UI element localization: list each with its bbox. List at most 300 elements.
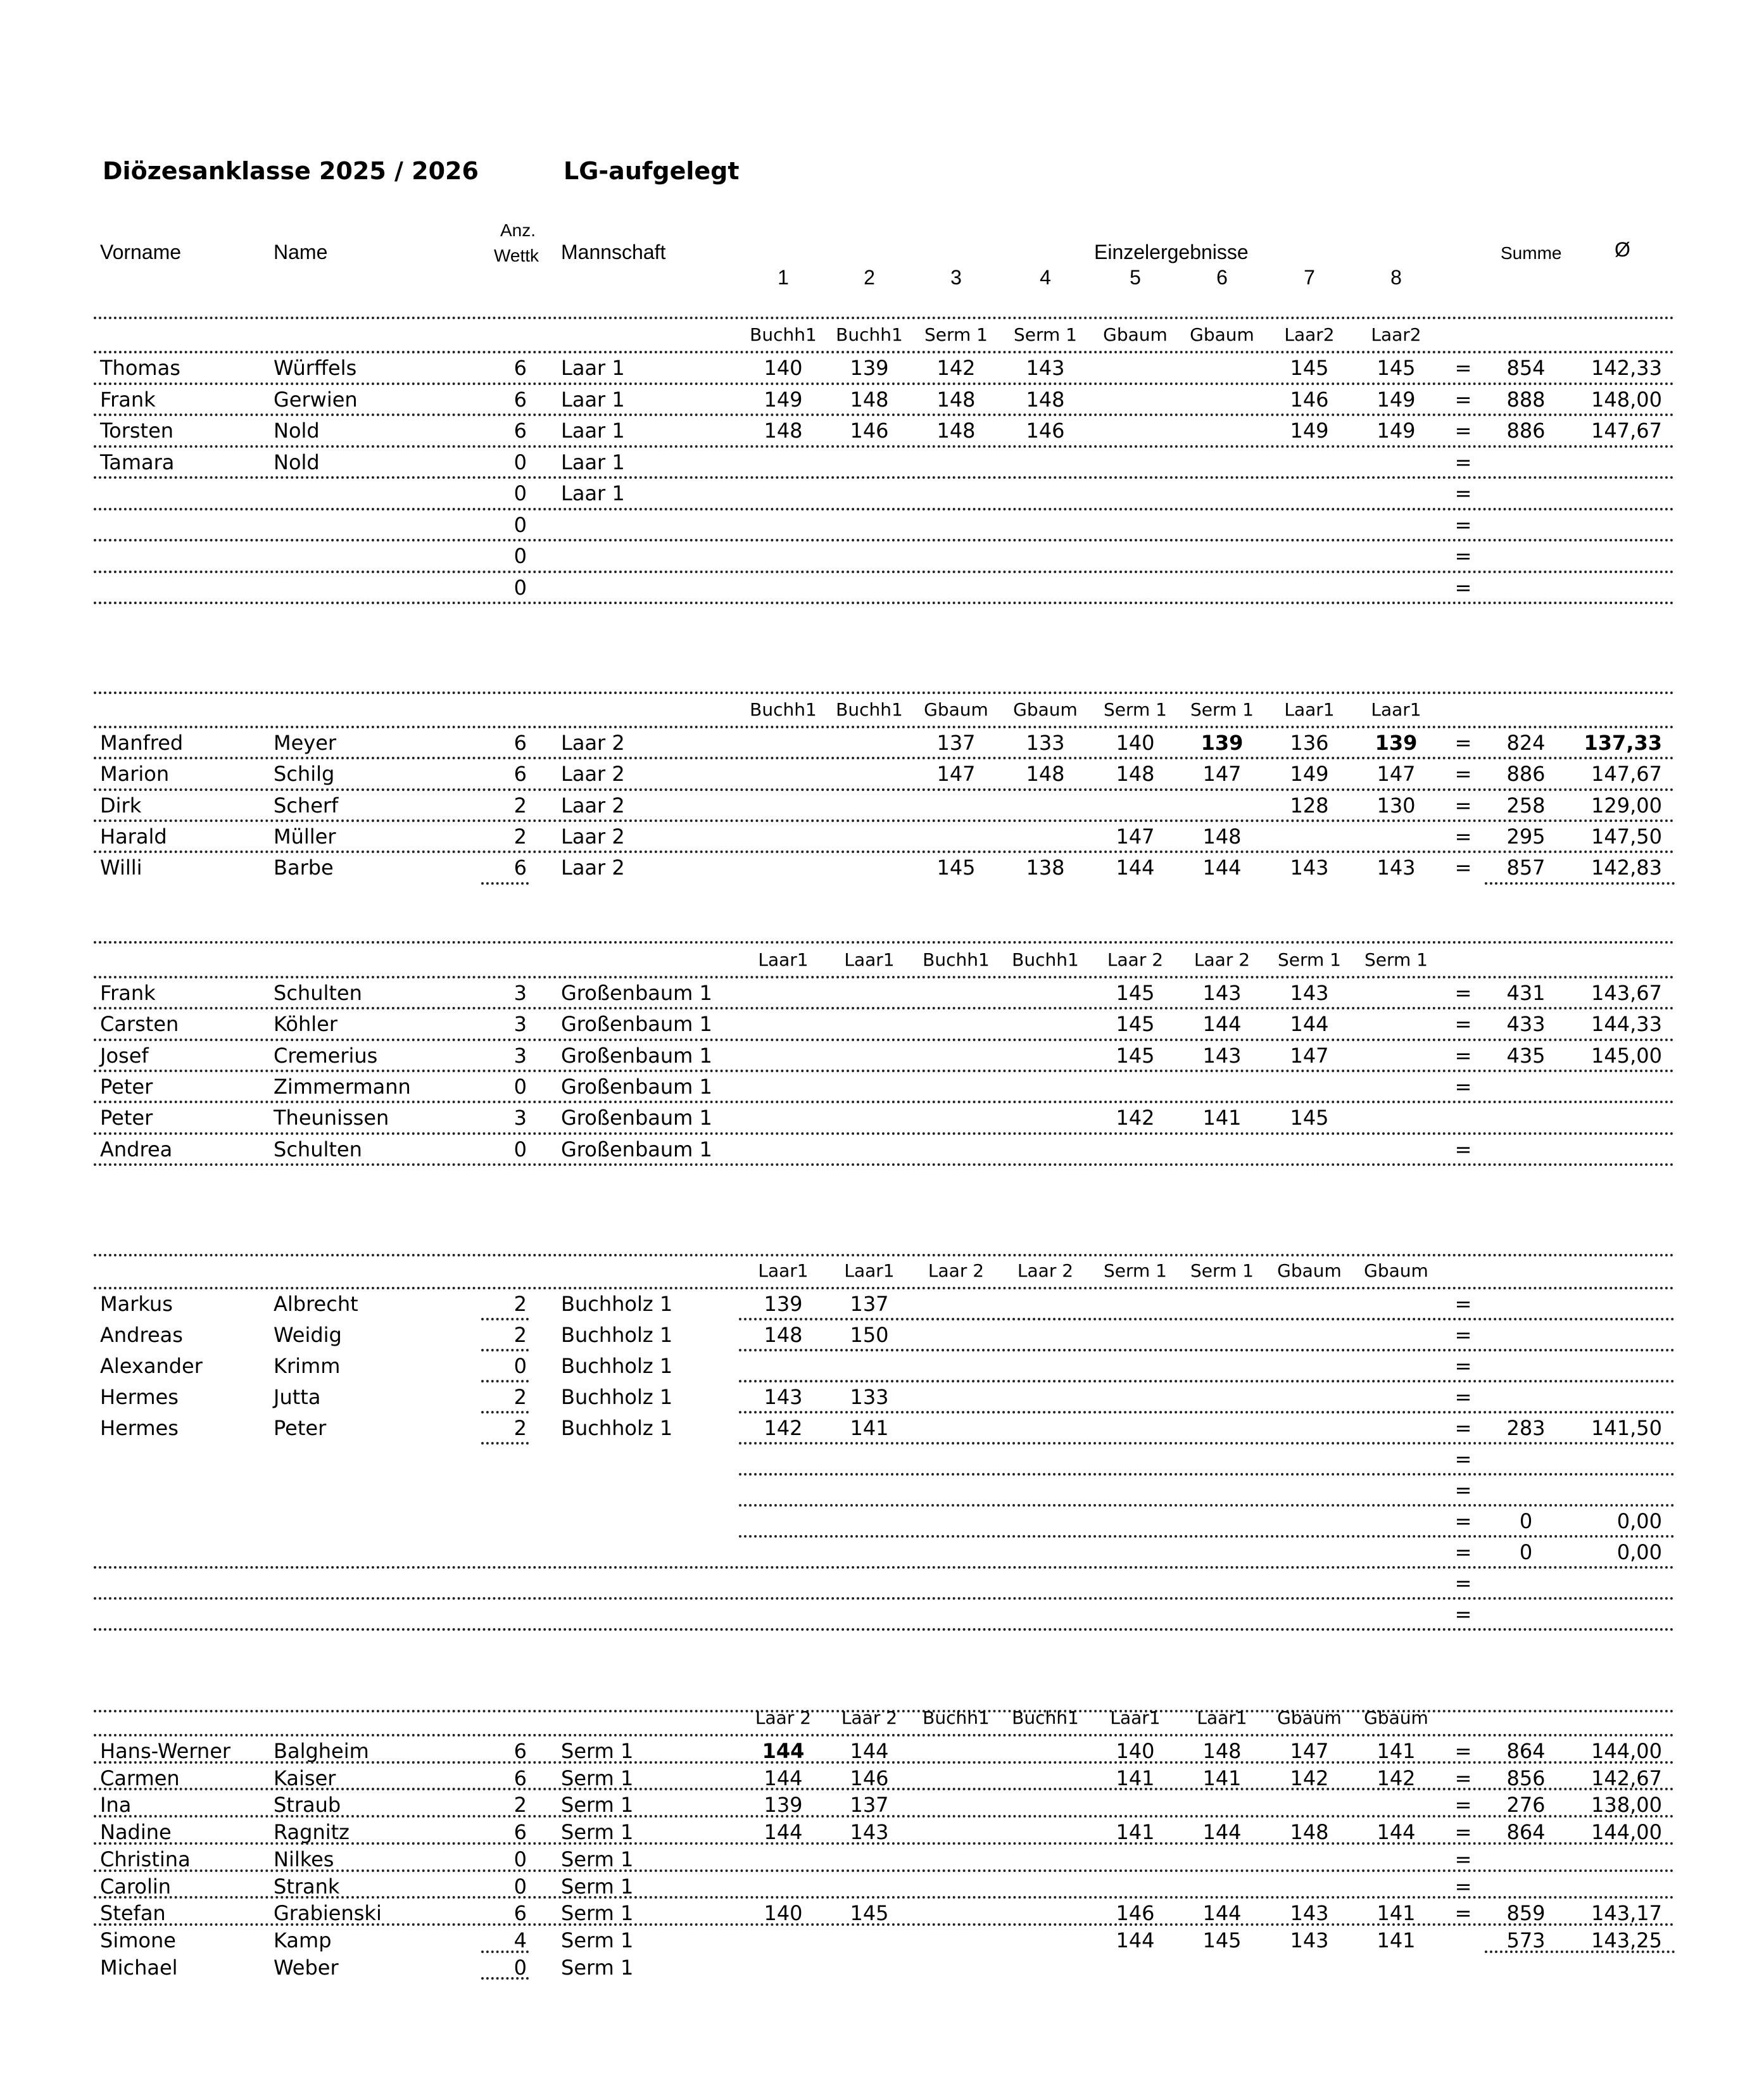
venue-label: Laar2 <box>1371 324 1421 345</box>
average-cell: 143,67 <box>1591 981 1662 1005</box>
venue-label: Laar1 <box>1284 699 1335 720</box>
equals-sign: = <box>1454 1874 1472 1899</box>
equals-sign: = <box>1454 1571 1472 1595</box>
score-cell-3: 147 <box>936 762 976 787</box>
competition-count-cell: 6 <box>513 419 527 443</box>
competition-count-cell: 0 <box>513 1137 527 1161</box>
venue-label: Laar1 <box>1371 699 1421 720</box>
sum-cell: 276 <box>1506 1793 1546 1818</box>
team-cell: Buchholz 1 <box>561 1292 673 1316</box>
first-name-cell: Nadine <box>100 1820 172 1845</box>
table-row <box>0 1953 1764 1984</box>
equals-sign: = <box>1454 762 1472 787</box>
equals-sign: = <box>1454 856 1472 880</box>
average-cell: 147,50 <box>1591 824 1662 849</box>
col-header-vorname: Vorname <box>100 241 182 263</box>
score-cell-1: 144 <box>762 1739 805 1763</box>
row-divider <box>94 1628 1675 1631</box>
last-name-cell: Kaiser <box>274 1766 336 1790</box>
average-cell: 143,25 <box>1591 1928 1662 1952</box>
score-cell-7: 136 <box>1290 731 1329 755</box>
team-cell: Laar 2 <box>561 824 625 849</box>
score-cell-5: 145 <box>1116 981 1155 1005</box>
score-cell-6: 148 <box>1202 824 1242 849</box>
table-row <box>0 1382 1764 1413</box>
team-cell: Großenbaum 1 <box>561 1074 712 1099</box>
col-header-einzelergebnisse: Einzelergebnisse <box>1094 241 1249 263</box>
equals-sign: = <box>1454 793 1472 818</box>
venue-label: Buchh1 <box>836 699 903 720</box>
table-row <box>0 541 1764 572</box>
equals-sign: = <box>1454 1602 1472 1626</box>
col-header-mannschaft: Mannschaft <box>561 241 666 263</box>
table-row <box>0 1072 1764 1103</box>
table-row <box>0 1289 1764 1320</box>
round-number-1: 1 <box>778 266 789 289</box>
first-name-cell: Alexander <box>100 1354 203 1378</box>
last-name-cell: Würffels <box>274 356 357 380</box>
equals-sign: = <box>1454 1354 1472 1378</box>
last-name-cell: Gerwien <box>274 387 358 412</box>
table-row <box>0 1103 1764 1134</box>
average-cell: 147,67 <box>1591 419 1662 443</box>
team-cell: Serm 1 <box>561 1820 634 1845</box>
team-cell: Serm 1 <box>561 1901 634 1926</box>
sum-cell: 854 <box>1506 356 1546 380</box>
venue-label: Laar 2 <box>841 1707 898 1728</box>
team-cell: Laar 1 <box>561 419 625 443</box>
equals-sign: = <box>1454 1323 1472 1347</box>
average-cell: 0,00 <box>1616 1540 1662 1564</box>
row-divider <box>481 882 529 885</box>
last-name-cell: Scherf <box>274 793 339 818</box>
score-cell-8: 149 <box>1377 387 1416 412</box>
score-cell-1: 142 <box>764 1416 803 1440</box>
equals-sign: = <box>1454 1847 1472 1871</box>
team-cell: Laar 1 <box>561 387 625 412</box>
last-name-cell: Weber <box>274 1955 339 1980</box>
table-row <box>0 1413 1764 1445</box>
venue-label: Laar 2 <box>1107 949 1164 970</box>
first-name-cell: Josef <box>100 1043 149 1068</box>
score-cell-2: 144 <box>850 1739 889 1763</box>
score-cell-7: 147 <box>1290 1739 1329 1763</box>
score-cell-8: 147 <box>1377 762 1416 787</box>
team-cell: Serm 1 <box>561 1955 634 1980</box>
sum-cell: 573 <box>1506 1928 1546 1952</box>
score-cell-1: 140 <box>764 1901 803 1926</box>
row-divider <box>481 1977 529 1980</box>
competition-count-cell: 2 <box>513 1793 527 1818</box>
score-cell-8: 142 <box>1377 1766 1416 1790</box>
round-number-4: 4 <box>1040 266 1051 289</box>
team-cell: Serm 1 <box>561 1766 634 1790</box>
average-cell: 129,00 <box>1591 793 1662 818</box>
score-cell-7: 146 <box>1290 387 1329 412</box>
equals-sign: = <box>1454 1509 1472 1533</box>
col-header-anz-line1: Anz. <box>500 220 536 240</box>
score-cell-4: 138 <box>1026 856 1065 880</box>
venue-label: Laar 2 <box>928 1260 985 1281</box>
score-cell-8: 149 <box>1377 419 1416 443</box>
score-cell-2: 137 <box>850 1292 889 1316</box>
last-name-cell: Köhler <box>274 1012 337 1037</box>
score-cell-5: 141 <box>1116 1820 1155 1845</box>
venue-label: Serm 1 <box>1190 699 1254 720</box>
last-name-cell: Theunissen <box>274 1106 389 1130</box>
score-cell-6: 141 <box>1202 1106 1242 1130</box>
venue-label: Serm 1 <box>1190 1260 1254 1281</box>
block-top-divider <box>94 317 1675 319</box>
table-row <box>0 978 1764 1009</box>
sum-cell: 433 <box>1506 1012 1546 1037</box>
first-name-cell: Hans-Werner <box>100 1739 231 1763</box>
competition-count-cell: 0 <box>513 1874 527 1899</box>
score-cell-6: 139 <box>1200 731 1244 755</box>
table-row <box>0 1009 1764 1040</box>
table-row <box>0 1320 1764 1351</box>
venue-label: Laar1 <box>1110 1707 1161 1728</box>
equals-sign: = <box>1454 1739 1472 1763</box>
first-name-cell: Manfred <box>100 731 184 755</box>
score-cell-2: 143 <box>850 1820 889 1845</box>
first-name-cell: Dirk <box>100 793 142 818</box>
equals-sign: = <box>1454 981 1472 1005</box>
score-cell-5: 146 <box>1116 1901 1155 1926</box>
score-cell-8: 130 <box>1377 793 1416 818</box>
venue-label: Laar1 <box>758 949 809 970</box>
score-cell-2: 139 <box>850 356 889 380</box>
average-cell: 145,00 <box>1591 1043 1662 1068</box>
table-row <box>0 416 1764 447</box>
round-number-7: 7 <box>1304 266 1315 289</box>
average-cell: 142,83 <box>1591 856 1662 880</box>
score-cell-5: 140 <box>1116 1739 1155 1763</box>
team-cell: Großenbaum 1 <box>561 1043 712 1068</box>
average-cell: 147,67 <box>1591 762 1662 787</box>
score-cell-7: 147 <box>1290 1043 1329 1068</box>
venue-label: Laar 2 <box>1194 949 1251 970</box>
score-cell-6: 144 <box>1202 1012 1242 1037</box>
competition-count-cell: 6 <box>513 387 527 412</box>
average-cell: 137,33 <box>1584 731 1662 755</box>
score-cell-7: 143 <box>1290 856 1329 880</box>
table-row <box>0 791 1764 822</box>
last-name-cell: Schulten <box>274 981 362 1005</box>
score-cell-5: 147 <box>1116 824 1155 849</box>
block-top-divider <box>94 692 1675 694</box>
table-row <box>0 573 1764 604</box>
last-name-cell: Kamp <box>274 1928 332 1952</box>
last-name-cell: Cremerius <box>274 1043 378 1068</box>
col-header-avg: Ø <box>1615 238 1630 261</box>
equals-sign: = <box>1454 1478 1472 1502</box>
competition-count-cell: 6 <box>513 1901 527 1926</box>
venue-label: Serm 1 <box>1103 699 1167 720</box>
first-name-cell: Frank <box>100 387 156 412</box>
first-name-cell: Stefan <box>100 1901 166 1926</box>
sum-cell: 0 <box>1519 1540 1533 1564</box>
competition-count-cell: 0 <box>513 575 527 600</box>
score-cell-6: 148 <box>1202 1739 1242 1763</box>
first-name-cell: Carsten <box>100 1012 179 1037</box>
table-row <box>0 853 1764 884</box>
score-cell-7: 143 <box>1290 1928 1329 1952</box>
team-cell: Großenbaum 1 <box>561 1012 712 1037</box>
score-cell-7: 143 <box>1290 1901 1329 1926</box>
score-cell-8: 145 <box>1377 356 1416 380</box>
last-name-cell: Peter <box>274 1416 327 1440</box>
first-name-cell: Markus <box>100 1292 173 1316</box>
score-cell-6: 144 <box>1202 1901 1242 1926</box>
table-row <box>0 1569 1764 1600</box>
competition-count-cell: 3 <box>513 981 527 1005</box>
round-number-8: 8 <box>1390 266 1402 289</box>
equals-sign: = <box>1454 824 1472 849</box>
competition-count-cell: 6 <box>513 356 527 380</box>
discipline-title: LG-aufgelegt <box>564 157 740 185</box>
first-name-cell: Thomas <box>100 356 180 380</box>
team-cell: Serm 1 <box>561 1874 634 1899</box>
competition-count-cell: 0 <box>513 481 527 505</box>
competition-count-cell: 0 <box>513 1354 527 1378</box>
equals-sign: = <box>1454 1820 1472 1845</box>
score-cell-8: 141 <box>1377 1928 1416 1952</box>
competition-count-cell: 2 <box>513 1385 527 1409</box>
venue-label: Serm 1 <box>1277 949 1341 970</box>
block-top-divider <box>94 1254 1675 1256</box>
equals-sign: = <box>1454 1447 1472 1471</box>
competition-count-cell: 0 <box>513 512 527 537</box>
sum-cell: 857 <box>1506 856 1546 880</box>
score-cell-7: 143 <box>1290 981 1329 1005</box>
equals-sign: = <box>1454 1137 1472 1161</box>
score-cell-1: 139 <box>764 1292 803 1316</box>
venue-label: Gbaum <box>1103 324 1168 345</box>
venue-label: Buchh1 <box>750 324 817 345</box>
sum-cell: 864 <box>1506 1820 1546 1845</box>
venue-label: Gbaum <box>1277 1707 1342 1728</box>
last-name-cell: Nilkes <box>274 1847 334 1871</box>
competition-count-cell: 0 <box>513 1847 527 1871</box>
venue-label: Serm 1 <box>1103 1260 1167 1281</box>
last-name-cell: Meyer <box>274 731 337 755</box>
score-cell-5: 145 <box>1116 1012 1155 1037</box>
average-cell: 144,00 <box>1591 1739 1662 1763</box>
average-cell: 141,50 <box>1591 1416 1662 1440</box>
last-name-cell: Ragnitz <box>274 1820 350 1845</box>
competition-count-cell: 3 <box>513 1012 527 1037</box>
score-cell-2: 137 <box>850 1793 889 1818</box>
competition-count-cell: 6 <box>513 762 527 787</box>
team-cell: Serm 1 <box>561 1928 634 1952</box>
equals-sign: = <box>1454 1043 1472 1068</box>
venue-label: Gbaum <box>1364 1260 1428 1281</box>
score-cell-8: 139 <box>1375 731 1418 755</box>
equals-sign: = <box>1454 387 1472 412</box>
score-cell-3: 148 <box>936 419 976 443</box>
last-name-cell: Jutta <box>274 1385 321 1409</box>
score-cell-2: 150 <box>850 1323 889 1347</box>
score-cell-1: 148 <box>764 1323 803 1347</box>
table-row <box>0 448 1764 479</box>
competition-count-cell: 0 <box>513 544 527 568</box>
last-name-cell: Grabienski <box>274 1901 382 1926</box>
score-cell-7: 149 <box>1290 419 1329 443</box>
venue-label: Buchh1 <box>923 949 990 970</box>
equals-sign: = <box>1454 450 1472 474</box>
team-cell: Buchholz 1 <box>561 1354 673 1378</box>
score-cell-5: 144 <box>1116 856 1155 880</box>
venue-label: Buchh1 <box>750 699 817 720</box>
team-cell: Großenbaum 1 <box>561 1106 712 1130</box>
team-cell: Laar 1 <box>561 356 625 380</box>
venue-label: Gbaum <box>1013 699 1078 720</box>
table-row <box>0 1135 1764 1166</box>
average-cell: 144,00 <box>1591 1820 1662 1845</box>
table-row <box>0 479 1764 510</box>
venue-label: Buchh1 <box>923 1707 990 1728</box>
score-cell-8: 143 <box>1377 856 1416 880</box>
score-cell-5: 140 <box>1116 731 1155 755</box>
last-name-cell: Krimm <box>274 1354 341 1378</box>
last-name-cell: Zimmermann <box>274 1074 411 1099</box>
table-row <box>0 1538 1764 1569</box>
team-cell: Großenbaum 1 <box>561 981 712 1005</box>
venue-label: Serm 1 <box>924 324 988 345</box>
team-cell: Buchholz 1 <box>561 1416 673 1440</box>
venue-label: Laar1 <box>844 1260 895 1281</box>
last-name-cell: Nold <box>274 450 320 474</box>
score-cell-7: 145 <box>1290 1106 1329 1130</box>
venue-label: Laar2 <box>1284 324 1335 345</box>
equals-sign: = <box>1454 1416 1472 1440</box>
venue-label: Buchh1 <box>1012 1707 1079 1728</box>
first-name-cell: Simone <box>100 1928 176 1952</box>
first-name-cell: Andrea <box>100 1137 173 1161</box>
score-cell-6: 143 <box>1202 981 1242 1005</box>
score-cell-1: 140 <box>764 356 803 380</box>
competition-count-cell: 2 <box>513 1416 527 1440</box>
row-divider <box>1485 882 1675 885</box>
average-cell: 138,00 <box>1591 1793 1662 1818</box>
team-cell: Laar 1 <box>561 450 625 474</box>
score-cell-6: 144 <box>1202 856 1242 880</box>
round-number-6: 6 <box>1216 266 1228 289</box>
first-name-cell: Willi <box>100 856 142 880</box>
block-top-divider <box>94 941 1675 944</box>
sum-cell: 886 <box>1506 762 1546 787</box>
competition-count-cell: 2 <box>513 793 527 818</box>
last-name-cell: Balgheim <box>274 1739 369 1763</box>
venue-label: Laar 2 <box>1017 1260 1074 1281</box>
first-name-cell: Hermes <box>100 1385 179 1409</box>
last-name-cell: Nold <box>274 419 320 443</box>
first-name-cell: Tamara <box>100 450 175 474</box>
equals-sign: = <box>1454 1793 1472 1818</box>
competition-count-cell: 6 <box>513 1739 527 1763</box>
score-cell-3: 137 <box>936 731 976 755</box>
competition-count-cell: 0 <box>513 1955 527 1980</box>
equals-sign: = <box>1454 1074 1472 1099</box>
first-name-cell: Peter <box>100 1074 153 1099</box>
competition-count-cell: 2 <box>513 824 527 849</box>
competition-count-cell: 6 <box>513 731 527 755</box>
score-cell-8: 144 <box>1377 1820 1416 1845</box>
last-name-cell: Albrecht <box>274 1292 358 1316</box>
average-cell: 144,33 <box>1591 1012 1662 1037</box>
sum-cell: 258 <box>1506 793 1546 818</box>
average-cell: 142,67 <box>1591 1766 1662 1790</box>
sum-cell: 864 <box>1506 1739 1546 1763</box>
table-row <box>0 1476 1764 1507</box>
competition-count-cell: 3 <box>513 1043 527 1068</box>
table-row <box>0 822 1764 853</box>
score-cell-2: 133 <box>850 1385 889 1409</box>
score-cell-3: 148 <box>936 387 976 412</box>
row-divider <box>94 1163 1675 1166</box>
first-name-cell: Marion <box>100 762 170 787</box>
score-cell-7: 144 <box>1290 1012 1329 1037</box>
sum-cell: 295 <box>1506 824 1546 849</box>
score-cell-2: 146 <box>850 419 889 443</box>
average-cell: 148,00 <box>1591 387 1662 412</box>
row-divider <box>94 602 1675 604</box>
table-row <box>0 1445 1764 1476</box>
table-row <box>0 385 1764 416</box>
equals-sign: = <box>1454 419 1472 443</box>
equals-sign: = <box>1454 1540 1472 1564</box>
sum-cell: 888 <box>1506 387 1546 412</box>
equals-sign: = <box>1454 356 1472 380</box>
venue-label: Serm 1 <box>1364 949 1428 970</box>
sum-cell: 824 <box>1506 731 1546 755</box>
score-cell-4: 143 <box>1026 356 1065 380</box>
table-row <box>0 353 1764 384</box>
score-cell-2: 141 <box>850 1416 889 1440</box>
team-cell: Serm 1 <box>561 1847 634 1871</box>
round-number-3: 3 <box>950 266 962 289</box>
sum-cell: 435 <box>1506 1043 1546 1068</box>
venue-label: Buchh1 <box>836 324 903 345</box>
team-cell: Buchholz 1 <box>561 1385 673 1409</box>
first-name-cell: Torsten <box>100 419 174 443</box>
score-cell-6: 144 <box>1202 1820 1242 1845</box>
table-row <box>0 759 1764 790</box>
score-cell-1: 149 <box>764 387 803 412</box>
team-cell: Serm 1 <box>561 1739 634 1763</box>
competition-count-cell: 0 <box>513 1074 527 1099</box>
table-row <box>0 1600 1764 1631</box>
first-name-cell: Frank <box>100 981 156 1005</box>
venue-label: Gbaum <box>1190 324 1254 345</box>
venue-label: Gbaum <box>924 699 988 720</box>
equals-sign: = <box>1454 481 1472 505</box>
venue-label: Laar 2 <box>755 1707 812 1728</box>
score-cell-8: 141 <box>1377 1901 1416 1926</box>
table-row <box>0 510 1764 541</box>
table-row <box>0 728 1764 759</box>
table-row <box>0 1041 1764 1072</box>
sum-cell: 431 <box>1506 981 1546 1005</box>
sum-cell: 856 <box>1506 1766 1546 1790</box>
sum-cell: 886 <box>1506 419 1546 443</box>
round-number-2: 2 <box>864 266 875 289</box>
venue-label: Laar1 <box>1197 1707 1247 1728</box>
last-name-cell: Strank <box>274 1874 340 1899</box>
col-header-anz-line2: Wettk <box>494 246 539 265</box>
sum-cell: 0 <box>1519 1509 1533 1533</box>
